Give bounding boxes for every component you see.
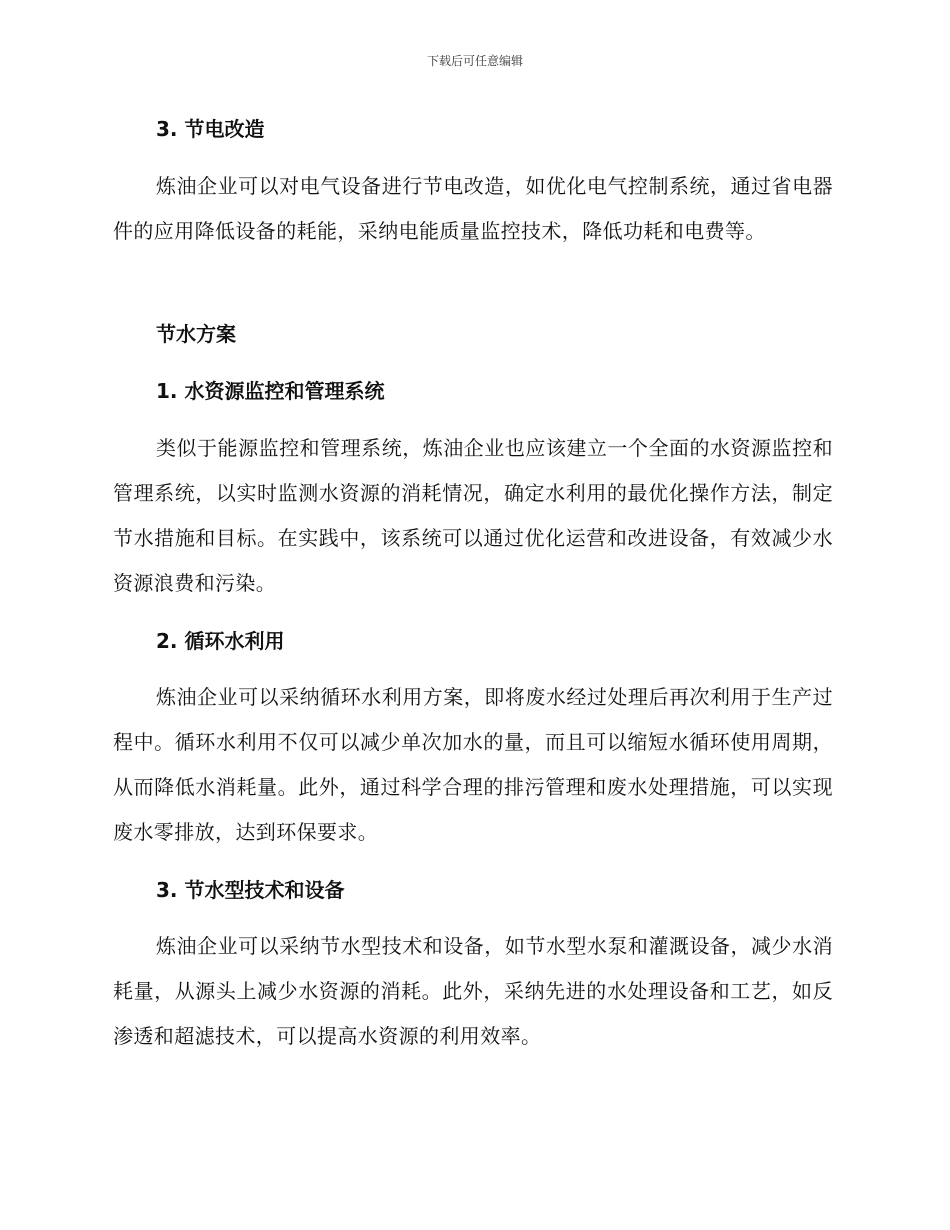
page-header: 下载后可任意编辑: [426, 54, 523, 68]
paragraph-water-monitoring: 类似于能源监控和管理系统，炼油企业也应该建立一个全面的水资源监控和管理系统，以实时监测水资源的消耗情况，确定水利用的最优化操作方法，制定节水措施和目标。在实践中，该系统可以通过优化运营和改进设备，有效减少水资源浪费和污染。: [113, 436, 833, 595]
heading-water-saving-plan: 节水方案: [156, 322, 236, 346]
paragraph-water-recycling: 炼油企业可以采纳循环水利用方案，即将废水经过处理后再次利用于生产过程中。循环水利用不仅可以减少单次加水的量，而且可以缩短水循环使用周期，从而降低水消耗量。此外，通过科学合理的排污管理和废水处理措施，可以实现废水零排放，达到环保要求。: [113, 685, 833, 844]
heading-water-saving-tech: 3. 节水型技术和设备: [156, 878, 345, 902]
heading-water-monitoring: 1. 水资源监控和管理系统: [156, 379, 385, 403]
paragraph-power-saving: 炼油企业可以对电气设备进行节电改造，如优化电气控制系统，通过省电器件的应用降低设备的耗能，采纳电能质量监控技术，降低功耗和电费等。: [113, 174, 833, 243]
heading-power-saving: 3. 节电改造: [156, 117, 265, 141]
heading-water-recycling: 2. 循环水利用: [156, 629, 285, 653]
paragraph-water-saving-tech: 炼油企业可以采纳节水型技术和设备，如节水型水泵和灌溉设备，减少水消耗量，从源头上减少水资源的消耗。此外，采纳先进的水处理设备和工艺，如反渗透和超滤技术，可以提高水资源的利用效率。: [113, 934, 833, 1048]
